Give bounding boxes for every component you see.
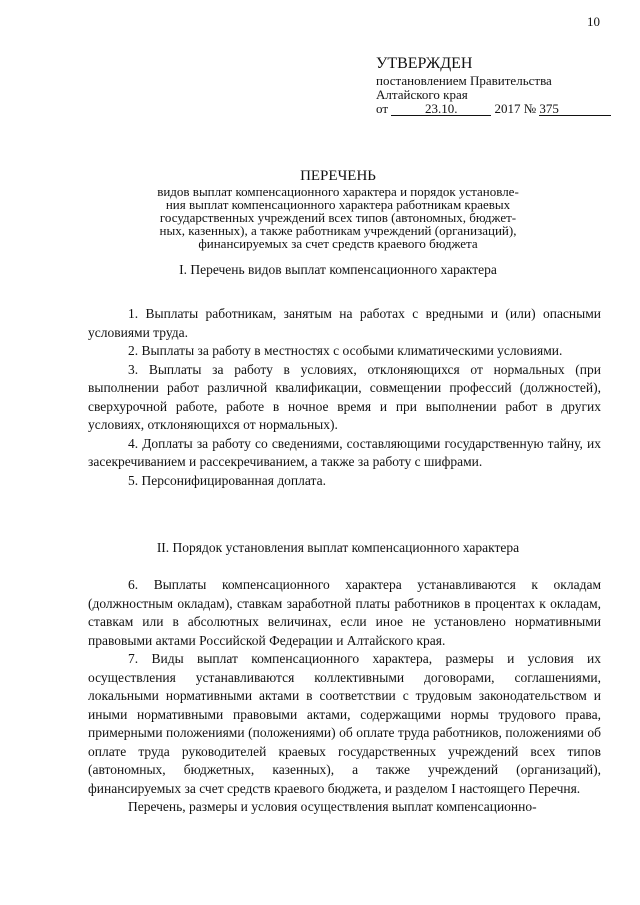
document-title: ПЕРЕЧЕНЬ	[300, 168, 376, 184]
section-2-body	[88, 576, 601, 817]
approval-number: 375	[539, 103, 611, 116]
paragraph: 2. Выплаты за работу в местностях с особыми климатическими условиями.	[128, 343, 563, 358]
subtitle-line: финансируемых за счет средств краевого бюджета	[198, 236, 478, 251]
approval-line-1: постановлением Правительства	[376, 73, 552, 88]
section-1-heading: I. Перечень видов выплат компенсационного характера	[179, 262, 497, 277]
paragraph: 4. Доплаты за работу со сведениями, составляющими государственную тайну, их засекречиванием и рассекречиванием, а также за работу с шифрами.	[88, 435, 601, 469]
approval-line-2: Алтайского края	[376, 87, 468, 102]
document-title-block	[88, 168, 588, 250]
page-number: 10	[587, 14, 600, 29]
paragraph: 3. Выплаты за работу в условиях, отклоняющихся от нормальных (при выполнении работ различной квалификации, совмещении профессий (должностей), сверхурочной работе, работе в ночное время и при выполнении работ в других условиях, отклоняющихся от нормальных).	[88, 361, 601, 432]
approval-year: 2017 №	[494, 101, 537, 116]
section-2-heading: II. Порядок установления выплат компенсационного характера	[156, 540, 520, 555]
paragraph: 7. Виды выплат компенсационного характера, размеры и условия их осуществления устанавливаются коллективными договорами, соглашениями, локальными нормативными актами в соответствии с трудовым законодательством и иными нормативными правовыми актами, содержащими нормы трудового права, примерными положениями (положениями) об оплате труда работников, положениями об оплате труда руководителей краевых государственных учреждений всех типов (автономных, бюджетных, казенных), а также учреждений (организаций), финансируемых за счет средств краевого бюджета, и разделом I настоящего Перечня.	[88, 651, 601, 796]
paragraph: 1. Выплаты работникам, занятым на работах с вредными и (или) опасными условиями труда.	[88, 306, 601, 340]
section-1-body	[88, 305, 601, 490]
approval-date: 23.10.	[391, 103, 491, 116]
subtitle-line: ных, казенных), а также работникам учреждений (организаций),	[159, 223, 517, 238]
subtitle-line: ния выплат компенсационного характера работникам краевых	[165, 197, 511, 212]
approval-date-line	[376, 102, 611, 116]
subtitle-line: видов выплат компенсационного характера и порядок установле-	[157, 184, 519, 199]
date-prefix: от	[376, 101, 389, 116]
approval-heading: УТВЕРЖДЕН	[376, 55, 473, 72]
paragraph: 5. Персонифицированная доплата.	[128, 472, 326, 488]
paragraph: Перечень, размеры и условия осуществления выплат компенсационно-	[128, 799, 537, 814]
subtitle-line: государственных учреждений всех типов (автономных, бюджет-	[159, 210, 517, 225]
paragraph: 6. Выплаты компенсационного характера устанавливаются к окладам (должностным окладам), ставкам заработной платы работников в процентах к окладам, ставкам или в абсолютных величинах, если иное не установлено нормативными правовыми актами Российской Федерации и Алтайского края.	[88, 577, 601, 648]
approval-stamp	[376, 55, 611, 116]
